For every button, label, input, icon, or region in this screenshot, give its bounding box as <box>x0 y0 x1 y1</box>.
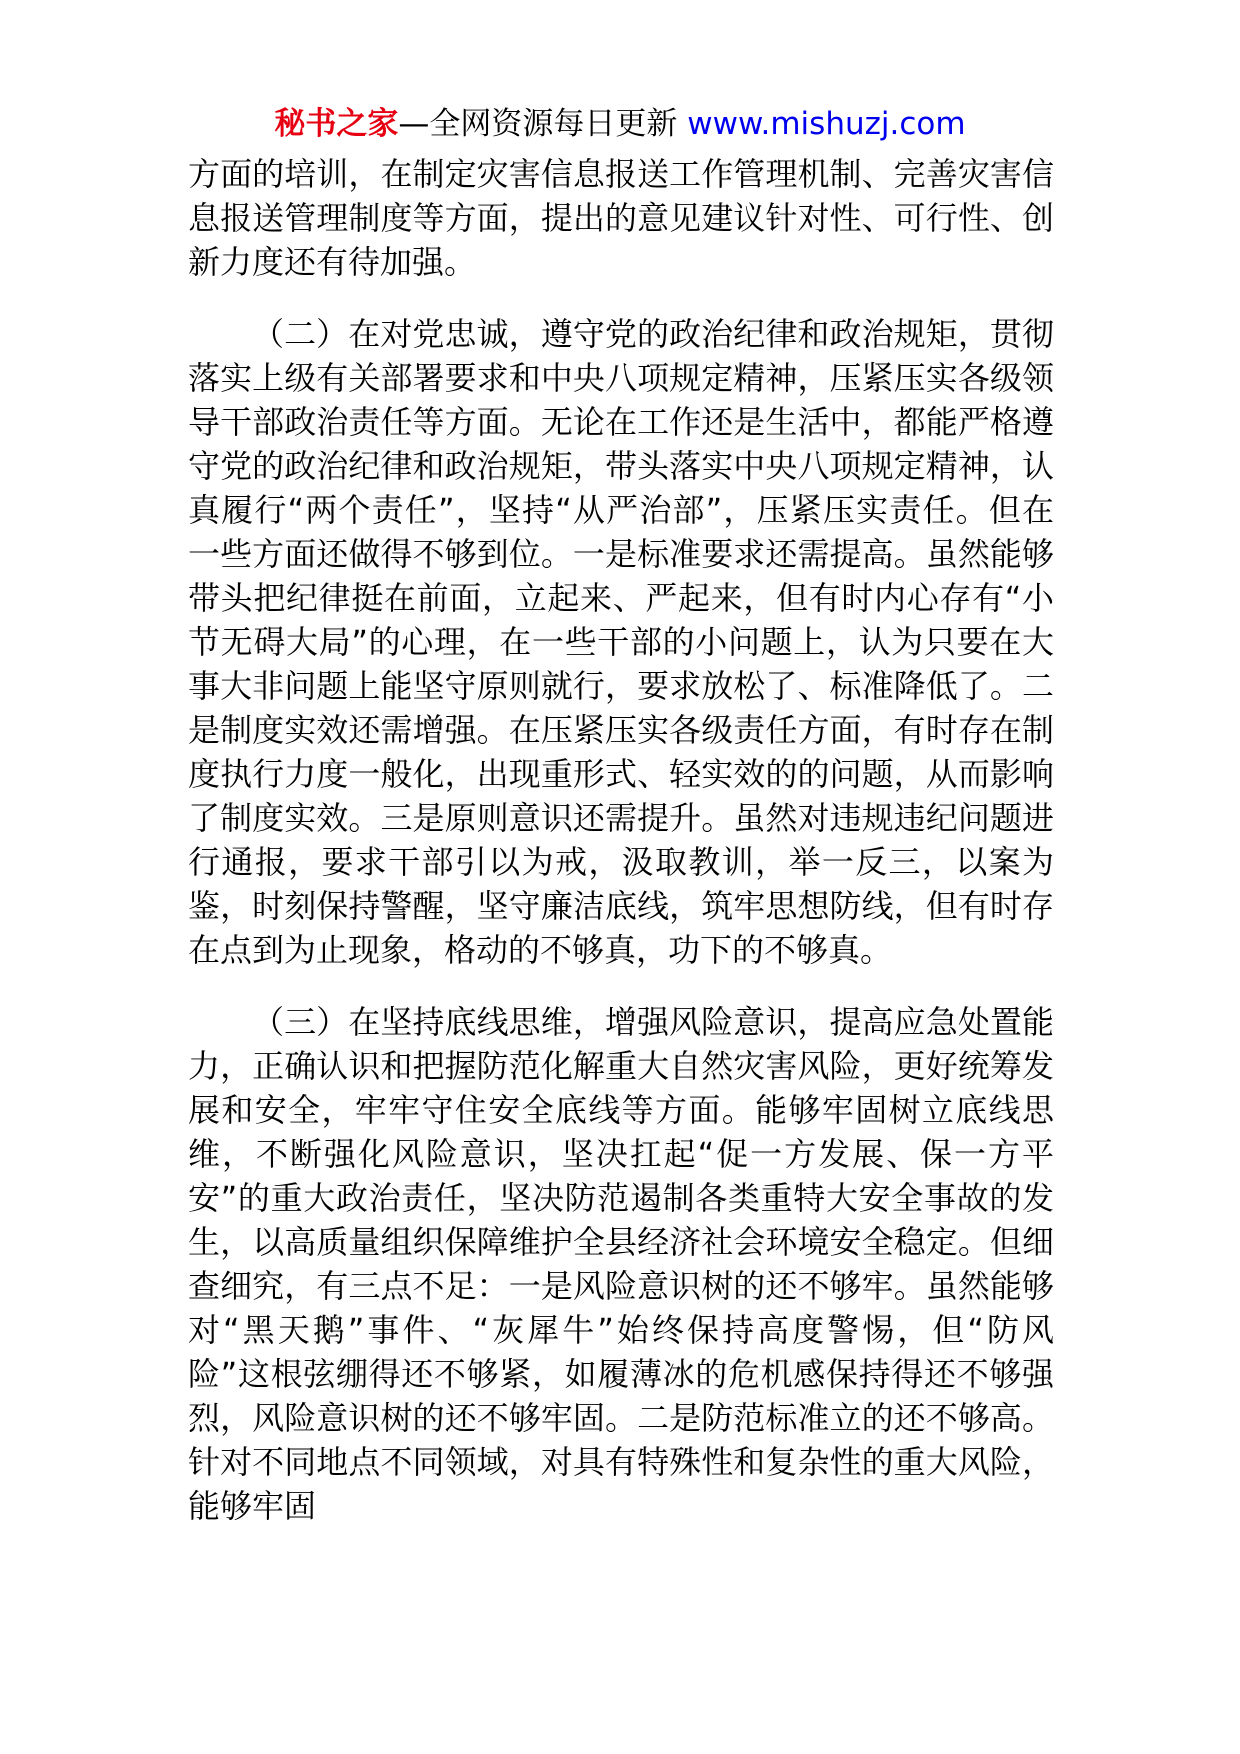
document-body <box>188 152 1054 1556</box>
page-header <box>0 102 1240 146</box>
header-brand: 秘书之家 <box>274 106 399 142</box>
paragraph-section-2: （二）在对党忠诚，遵守党的政治纪律和政治规矩，贯彻落实上级有关部署要求和中央八项规定精神，压紧压实各级领导干部政治责任等方面。无论在工作还是生活中，都能严格遵守党的政治纪律和政治规矩，带头落实中央八项规定精神，认真履行“两个责任”，坚持“从严治部”，压紧压实责任。但在一些方面还做得不够到位。一是标准要求还需提高。虽然能够带头把纪律挺在前面，立起来、严起来，但有时内心存有“小节无碍大局”的心理，在一些干部的小问题上，认为只要在大事大非问题上能坚守原则就行，要求放松了、标准降低了。二是制度实效还需增强。在压紧压实各级责任方面，有时存在制度执行力度一般化，出现重形式、轻实效的的问题，从而影响了制度实效。三是原则意识还需提升。虽然对违规违纪问题进行通报，要求干部引以为戒，汲取教训，举一反三，以案为鉴，时刻保持警醒，坚守廉洁底线，筑牢思想防线，但有时存在点到为止现象，格动的不够真，功下的不够真。 <box>188 315 1054 969</box>
paragraph-section-3: （三）在坚持底线思维，增强风险意识，提高应急处置能力，正确认识和把握防范化解重大自然灾害风险，更好统筹发展和安全，牢牢守住安全底线等方面。能够牢固树立底线思维，不断强化风险意识，坚决扛起“促一方发展、保一方平安”的重大政治责任，坚决防范遏制各类重特大安全事故的发生，以高质量组织保障维护全县经济社会环境安全稳定。但细查细究，有三点不足：一是风险意识树的还不够牢。虽然能够对“黑天鹅”事件、“灰犀牛”始终保持高度警惕，但“防风险”这根弦绷得还不够紧，如履薄冰的危机感保持得还不够强烈，风险意识树的还不够牢固。二是防范标准立的还不够高。针对不同地点不同领域，对具有特殊性和复杂性的重大风险，能够牢固 <box>188 1003 1054 1525</box>
header-slogan: —全网资源每日更新 <box>398 106 688 142</box>
paragraph-continuation: 方面的培训，在制定灾害信息报送工作管理机制、完善灾害信息报送管理制度等方面，提出的意见建议针对性、可行性、创新力度还有待加强。 <box>188 155 1054 281</box>
header-site-link[interactable]: www.mishuzj.com <box>687 106 966 142</box>
